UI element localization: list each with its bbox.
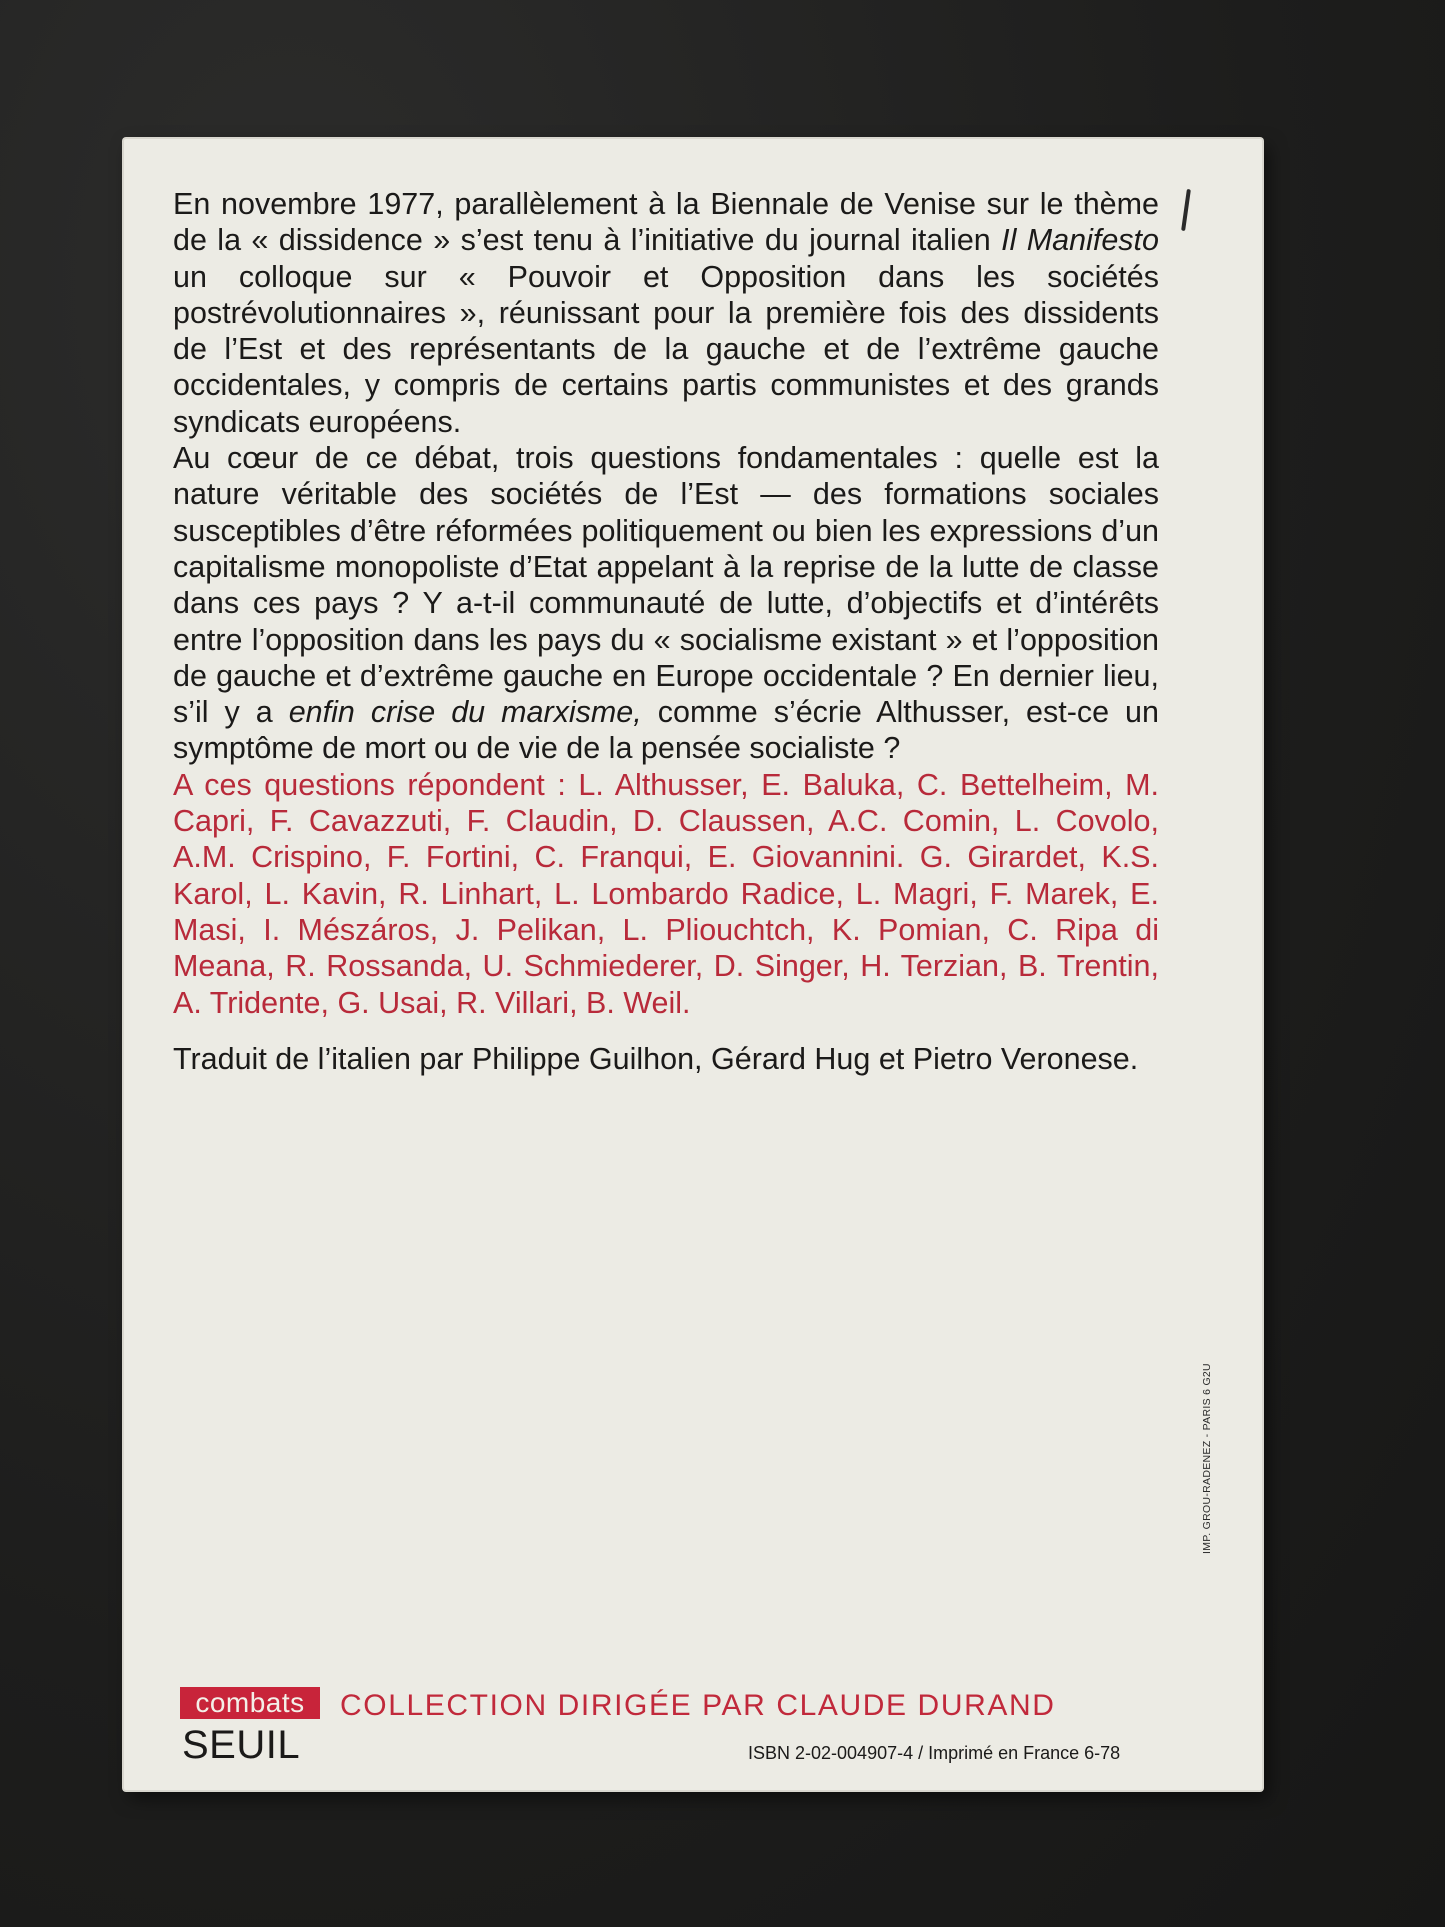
printer-imprint: IMP. GROU-RADENEZ - PARIS 6 G2U <box>1201 1363 1213 1554</box>
blurb-text <box>173 186 1159 1077</box>
isbn-line: ISBN 2-02-004907-4 / Imprimé en France 6-78 <box>748 1743 1121 1763</box>
publisher-logo: SEUIL <box>182 1723 301 1767</box>
cover-footer <box>180 1681 1220 1771</box>
translators-credit: Traduit de l’italien par Philippe Guilhon, Gérard Hug et Pietro Veronese. <box>173 1041 1139 1076</box>
pen-mark <box>1181 189 1191 231</box>
quote-italic: enfin crise du marxisme, <box>288 695 642 730</box>
journal-title: Il Manifesto <box>1001 223 1159 258</box>
paragraph-intro: En novembre 1977, parallèlement à la Biennale de Venise sur le thème de la « dissidence » s’est tenu à l’initiative du journal italien Il Manifesto un colloque sur « Pouvoir et Opposition dans les sociétés postrévolutionnaires », réunissant pour la première fois des dissidents de l’Est et des représentants de la gauche et de l’extrême gauche occidentales, y compris de certains partis communistes et des grands syndicats européens. <box>173 187 1159 439</box>
series-logo: combats <box>180 1687 320 1719</box>
respondents-list: A ces questions répondent : L. Althusser, E. Baluka, C. Bettelheim, M. Capri, F. Cavazzuti, F. Claudin, D. Claussen, A.C. Comin, L. Covolo, A.M. Crispino, F. Fortini, C. Franqui, E. Giovannini. G. Girardet, K.S. Karol, L. Kavin, R. Linhart, L. Lombardo Radice, L. Magri, F. Marek, E. Masi, I. Mészáros, J. Pelikan, L. Pliouchtch, K. Pomian, C. Ripa di Meana, R. Rossanda, U. Schmiederer, D. Singer, H. Terzian, B. Trentin, A. Tridente, G. Usai, R. Villari, B. Weil. <box>173 767 1159 1020</box>
book-back-cover <box>124 139 1262 1790</box>
collection-line: COLLECTION DIRIGÉE PAR CLAUDE DURAND <box>340 1689 1056 1722</box>
paragraph-questions: Au cœur de ce débat, trois questions fondamentales : quelle est la nature véritable des sociétés de l’Est — des formations sociales susceptibles d’être réformées politiquement ou bien les expressions d’un capitalisme monopoliste d’Etat appelant à la reprise de la lutte de classe dans ces pays ? Y a-t-il communauté de lutte, d’objectifs et d’intérêts entre l’opposition dans les pays du « socialisme existant » et l’opposition de gauche et d’extrême gauche en Europe occidentale ? En dernier lieu, s’il y a enfin crise du marxisme, comme s’écrie Althusser, est-ce un symptôme de mort ou de vie de la pensée socialiste ? <box>173 441 1159 766</box>
